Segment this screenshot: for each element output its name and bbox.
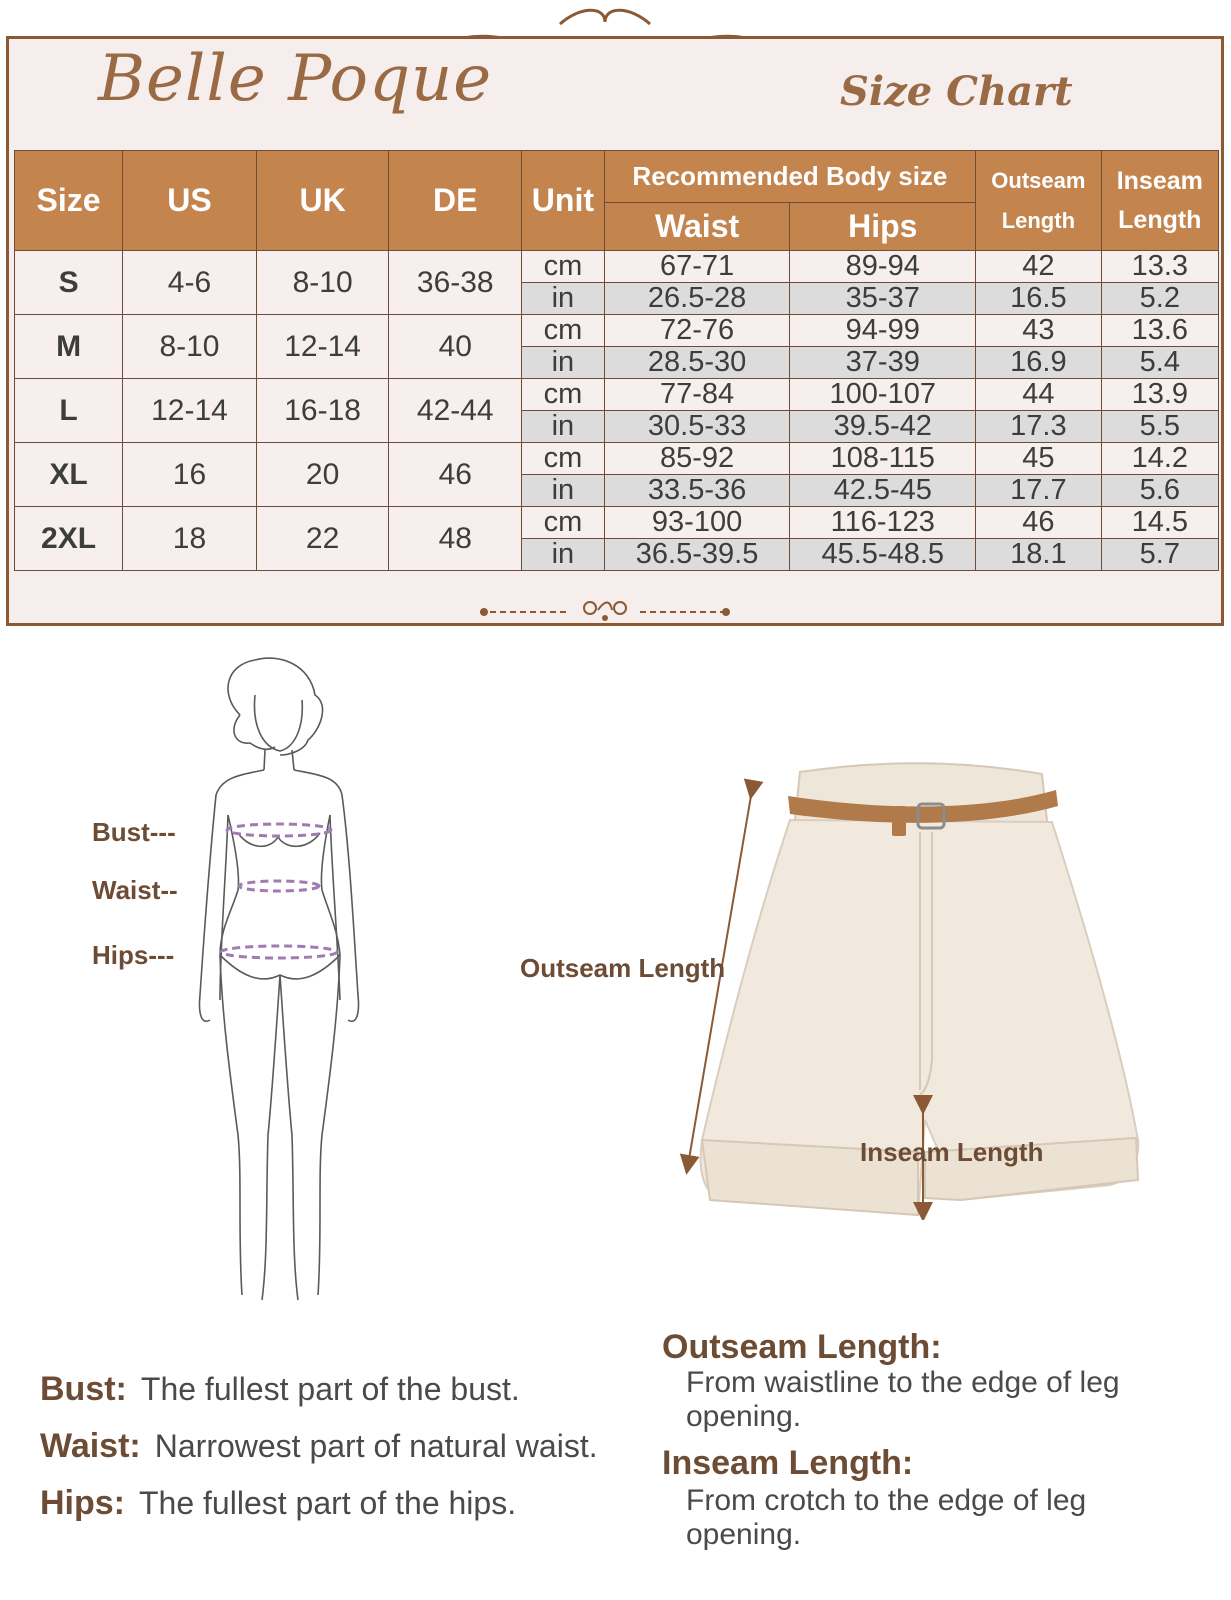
- in-outseam-cell: 16.9: [976, 347, 1102, 379]
- size-table: [14, 150, 1219, 571]
- cm-hips-cell: 89-94: [790, 251, 976, 283]
- definition-waist-term: Waist:: [40, 1427, 141, 1465]
- definition-waist: [40, 1427, 598, 1466]
- cm-unit-cell: cm: [522, 507, 605, 539]
- chart-title: Size Chart: [840, 68, 1073, 115]
- in-outseam-cell: 16.5: [976, 283, 1102, 315]
- header-uk: UK: [256, 151, 389, 251]
- in-hips-cell: 39.5-42: [790, 411, 976, 443]
- header-outseam-length: [976, 151, 1102, 251]
- figure-label-hips: Hips---: [92, 940, 175, 970]
- us-size-cell: 12-14: [123, 379, 257, 443]
- uk-size-cell: 16-18: [256, 379, 389, 443]
- in-hips-cell: 45.5-48.5: [790, 539, 976, 571]
- us-size-cell: 18: [123, 507, 257, 571]
- in-outseam-cell: 18.1: [976, 539, 1102, 571]
- header-inseam-length: [1101, 151, 1218, 251]
- cm-unit-cell: cm: [522, 379, 605, 411]
- cm-unit-cell: cm: [522, 443, 605, 475]
- in-outseam-cell: 17.7: [976, 475, 1102, 507]
- in-inseam-cell: 5.4: [1101, 347, 1218, 379]
- cm-waist-cell: 85-92: [604, 443, 790, 475]
- in-hips-cell: 37-39: [790, 347, 976, 379]
- cm-waist-cell: 67-71: [604, 251, 790, 283]
- in-unit-cell: in: [522, 283, 605, 315]
- cm-waist-cell: 77-84: [604, 379, 790, 411]
- cm-waist-cell: 93-100: [604, 507, 790, 539]
- figure-label-waist: Waist--: [92, 875, 178, 905]
- brand-logo: Belle Poque: [98, 42, 493, 116]
- de-size-cell: 42-44: [389, 379, 522, 443]
- header-recommended-body-size: Recommended Body size: [604, 151, 975, 203]
- definition-bust-term: Bust:: [40, 1370, 127, 1408]
- cm-unit-cell: cm: [522, 251, 605, 283]
- header-inseam-line1: Inseam: [1116, 166, 1203, 195]
- de-size-cell: 40: [389, 315, 522, 379]
- table-row: [15, 443, 1219, 475]
- cm-hips-cell: 108-115: [790, 443, 976, 475]
- header-size: Size: [15, 151, 123, 251]
- definition-waist-text: Narrowest part of natural waist.: [154, 1428, 598, 1464]
- in-inseam-cell: 5.6: [1101, 475, 1218, 507]
- table-row: [15, 507, 1219, 539]
- header-hips: Hips: [790, 203, 976, 251]
- table-row: [15, 315, 1219, 347]
- definition-bust: [40, 1370, 520, 1409]
- body-figure-illustration: [180, 655, 380, 1310]
- header-us: US: [123, 151, 257, 251]
- cm-inseam-cell: 13.9: [1101, 379, 1218, 411]
- figure-label-bust: Bust---: [92, 817, 176, 847]
- definition-inseam-term: Inseam Length:: [662, 1444, 914, 1482]
- in-hips-cell: 42.5-45: [790, 475, 976, 507]
- uk-size-cell: 8-10: [256, 251, 389, 315]
- in-waist-cell: 36.5-39.5: [604, 539, 790, 571]
- size-label-cell: M: [15, 315, 123, 379]
- bottom-divider-ornament: [470, 596, 740, 626]
- table-row: [15, 379, 1219, 411]
- us-size-cell: 16: [123, 443, 257, 507]
- de-size-cell: 36-38: [389, 251, 522, 315]
- header-waist: Waist: [604, 203, 790, 251]
- cm-inseam-cell: 13.3: [1101, 251, 1218, 283]
- header-de: DE: [389, 151, 522, 251]
- de-size-cell: 48: [389, 507, 522, 571]
- size-label-cell: L: [15, 379, 123, 443]
- table-row: [15, 251, 1219, 283]
- size-label-cell: 2XL: [15, 507, 123, 571]
- definition-hips: [40, 1484, 516, 1523]
- cm-hips-cell: 116-123: [790, 507, 976, 539]
- cm-outseam-cell: 42: [976, 251, 1102, 283]
- cm-outseam-cell: 45: [976, 443, 1102, 475]
- in-unit-cell: in: [522, 411, 605, 443]
- definition-outseam-text: From waistline to the edge of leg opening.: [686, 1366, 1120, 1433]
- cm-outseam-cell: 43: [976, 315, 1102, 347]
- in-inseam-cell: 5.5: [1101, 411, 1218, 443]
- in-inseam-cell: 5.7: [1101, 539, 1218, 571]
- in-waist-cell: 26.5-28: [604, 283, 790, 315]
- cm-waist-cell: 72-76: [604, 315, 790, 347]
- shorts-label-inseam: Inseam Length: [860, 1137, 1044, 1167]
- in-unit-cell: in: [522, 347, 605, 379]
- cm-outseam-cell: 44: [976, 379, 1102, 411]
- in-unit-cell: in: [522, 539, 605, 571]
- definition-hips-text: The fullest part of the hips.: [139, 1485, 517, 1521]
- cm-outseam-cell: 46: [976, 507, 1102, 539]
- size-label-cell: S: [15, 251, 123, 315]
- in-unit-cell: in: [522, 475, 605, 507]
- definition-outseam-term: Outseam Length:: [662, 1328, 942, 1366]
- definition-bust-text: The fullest part of the bust.: [140, 1371, 520, 1407]
- header-outseam-line2: Length: [1001, 207, 1076, 233]
- size-label-cell: XL: [15, 443, 123, 507]
- de-size-cell: 46: [389, 443, 522, 507]
- uk-size-cell: 20: [256, 443, 389, 507]
- in-outseam-cell: 17.3: [976, 411, 1102, 443]
- definition-inseam-text: From crotch to the edge of leg opening.: [686, 1484, 1087, 1551]
- in-waist-cell: 33.5-36: [604, 475, 790, 507]
- uk-size-cell: 12-14: [256, 315, 389, 379]
- cm-inseam-cell: 14.5: [1101, 507, 1218, 539]
- cm-hips-cell: 94-99: [790, 315, 976, 347]
- cm-hips-cell: 100-107: [790, 379, 976, 411]
- in-inseam-cell: 5.2: [1101, 283, 1218, 315]
- cm-inseam-cell: 13.6: [1101, 315, 1218, 347]
- header-unit: Unit: [522, 151, 605, 251]
- header-outseam-line1: Outseam: [991, 167, 1086, 193]
- cm-unit-cell: cm: [522, 315, 605, 347]
- in-waist-cell: 30.5-33: [604, 411, 790, 443]
- us-size-cell: 4-6: [123, 251, 257, 315]
- in-waist-cell: 28.5-30: [604, 347, 790, 379]
- us-size-cell: 8-10: [123, 315, 257, 379]
- cm-inseam-cell: 14.2: [1101, 443, 1218, 475]
- uk-size-cell: 22: [256, 507, 389, 571]
- shorts-label-outseam: Outseam Length: [520, 953, 726, 983]
- definition-hips-term: Hips:: [40, 1484, 125, 1522]
- in-hips-cell: 35-37: [790, 283, 976, 315]
- header-inseam-line2: Length: [1118, 205, 1202, 234]
